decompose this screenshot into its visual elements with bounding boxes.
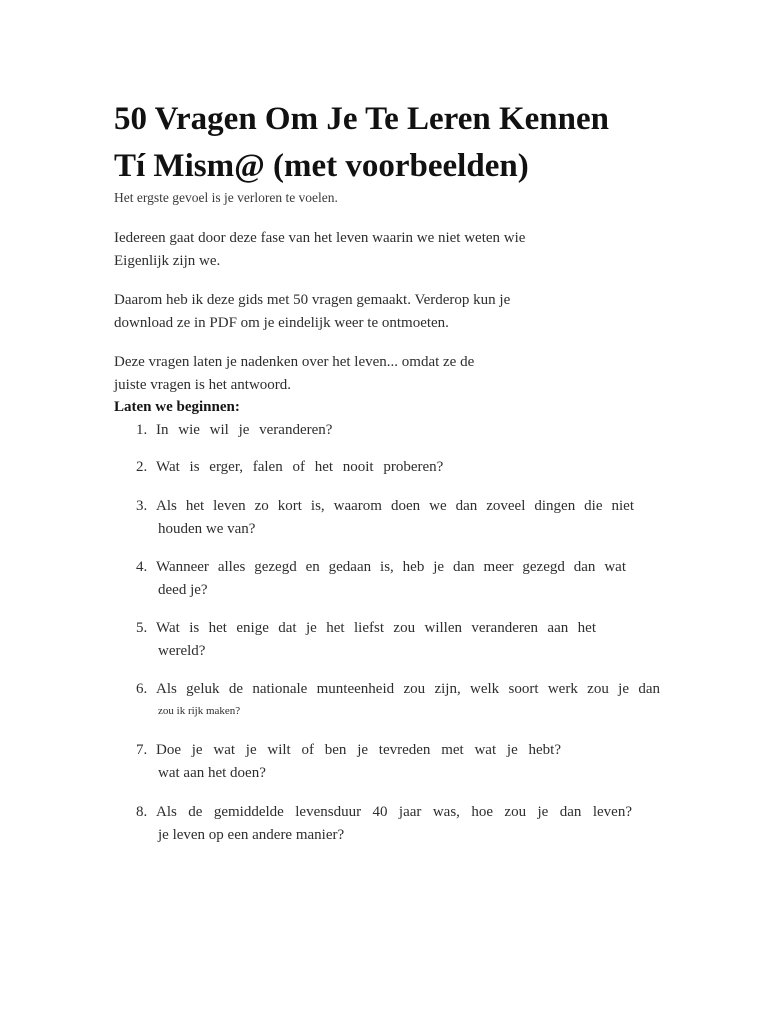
question-continuation: houden we van? bbox=[158, 520, 256, 537]
question-number: 1. bbox=[136, 422, 148, 438]
intro-p1-text: Het ergste gevoel is je verloren te voelen. bbox=[114, 190, 338, 205]
question-text: Als het leven zo kort is, waarom doen we dan zoveel dingen die niet bbox=[156, 498, 634, 514]
list-item bbox=[136, 495, 634, 540]
list-item bbox=[136, 739, 561, 784]
question-number: 7. bbox=[136, 742, 148, 758]
question-text: Wat is erger, falen of het nooit proberen? bbox=[156, 459, 444, 475]
title-line-2: Tí Mism@ (met voorbeelden) bbox=[114, 148, 529, 184]
intro-p4-line-2: juiste vragen is het antwoord. bbox=[114, 376, 292, 393]
question-continuation: wat aan het doen? bbox=[158, 764, 266, 781]
question-text: In wie wil je veranderen? bbox=[156, 422, 333, 438]
list-item bbox=[136, 801, 632, 846]
question-text: Wat is het enige dat je het liefst zou willen veranderen aan het bbox=[156, 620, 596, 636]
lead-text: Laten we beginnen: bbox=[114, 399, 240, 415]
intro-paragraph-3 bbox=[114, 289, 674, 334]
list-item bbox=[136, 678, 660, 719]
intro-p2-line-2: Eigenlijk zijn we. bbox=[114, 252, 221, 269]
intro-p2-line-1: Iedereen gaat door deze fase van het leven waarin we niet weten wie bbox=[114, 230, 526, 246]
intro-paragraph-1 bbox=[114, 187, 674, 210]
question-number: 3. bbox=[136, 498, 148, 514]
question-continuation: je leven op een andere manier? bbox=[158, 826, 345, 843]
page-title bbox=[114, 96, 714, 190]
question-number: 2. bbox=[136, 459, 148, 475]
lead-heading bbox=[114, 396, 674, 419]
intro-p4-line-1: Deze vragen laten je nadenken over het leven... omdat ze de bbox=[114, 354, 475, 370]
question-continuation: wereld? bbox=[158, 642, 206, 659]
question-text: Als de gemiddelde levensduur 40 jaar was, hoe zou je dan leven? bbox=[156, 804, 632, 820]
question-number: 8. bbox=[136, 804, 148, 820]
intro-paragraph-4 bbox=[114, 351, 674, 396]
question-text: Doe je wat je wilt of ben je tevreden met wat je hebt? bbox=[156, 742, 561, 758]
question-number: 6. bbox=[136, 681, 148, 697]
question-text: Wanneer alles gezegd en gedaan is, heb je dan meer gezegd dan wat bbox=[156, 559, 626, 575]
title-line-1: 50 Vragen Om Je Te Leren Kennen bbox=[114, 101, 609, 137]
intro-paragraph-2 bbox=[114, 227, 674, 272]
list-item bbox=[136, 617, 596, 662]
question-number: 4. bbox=[136, 559, 148, 575]
question-text: Als geluk de nationale munteenheid zou zijn, welk soort werk zou je dan bbox=[156, 681, 660, 697]
intro-p3-line-1: Daarom heb ik deze gids met 50 vragen gemaakt. Verderop kun je bbox=[114, 292, 511, 308]
list-item bbox=[136, 419, 346, 442]
question-number: 5. bbox=[136, 620, 148, 636]
list-item bbox=[136, 456, 458, 479]
intro-p3-line-2: download ze in PDF om je eindelijk weer te ontmoeten. bbox=[114, 314, 449, 331]
question-continuation: deed je? bbox=[158, 581, 208, 598]
question-continuation: zou ik rijk maken? bbox=[158, 704, 241, 717]
list-item bbox=[136, 556, 626, 601]
